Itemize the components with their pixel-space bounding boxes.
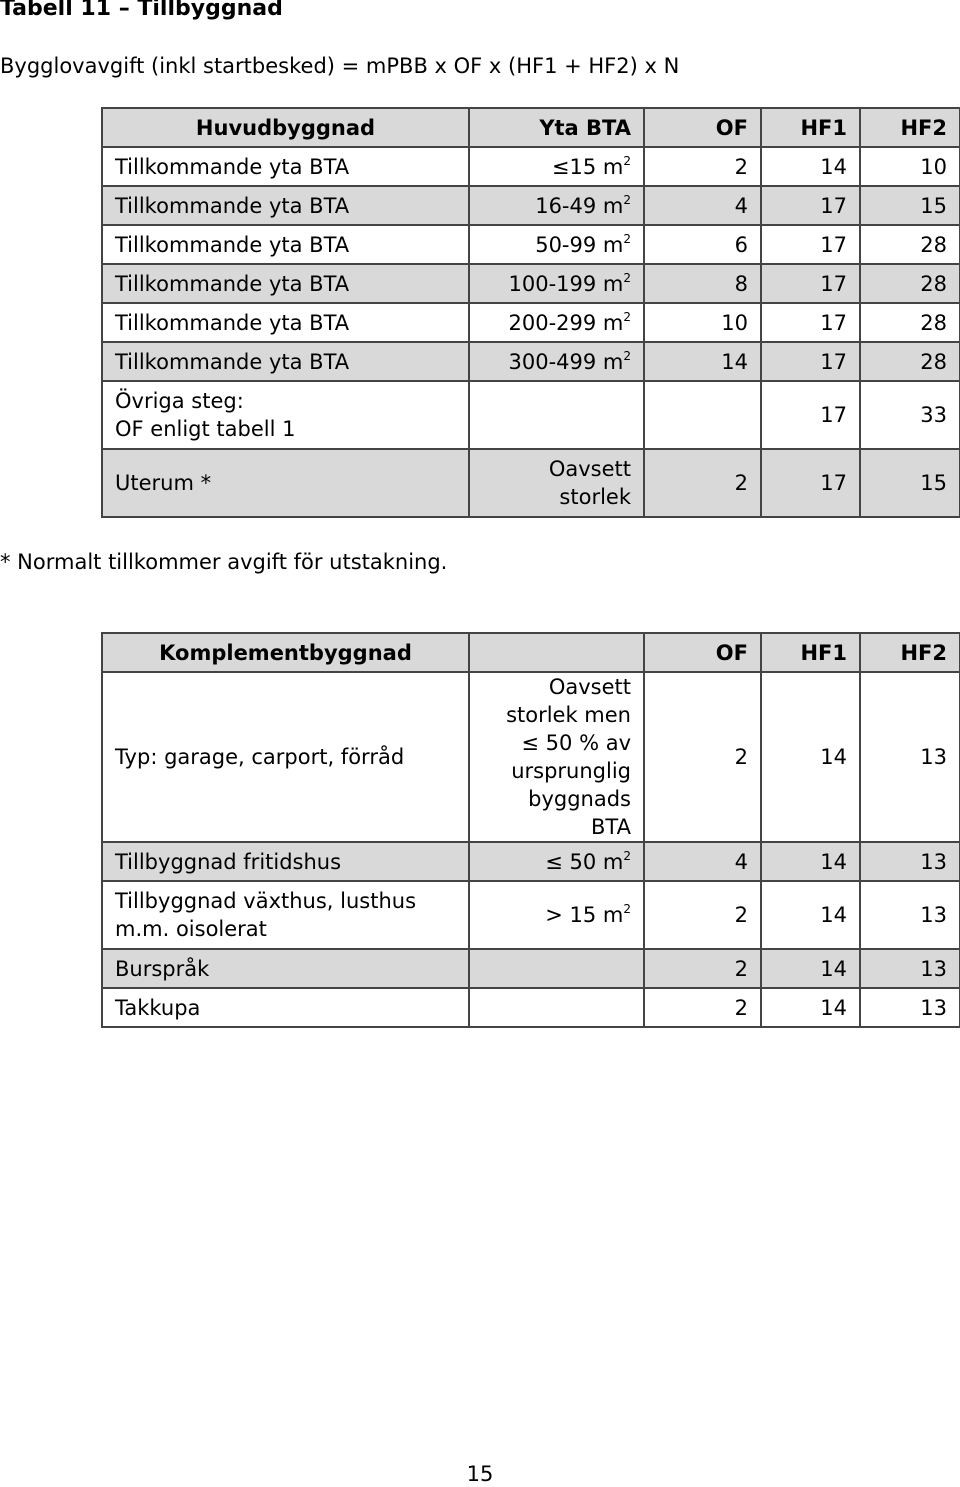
area-exponent: 2 <box>623 270 631 285</box>
area-exponent: 2 <box>623 153 631 168</box>
area-cell <box>469 186 644 225</box>
area-cell <box>469 449 644 517</box>
table-row <box>102 672 960 842</box>
hf1-cell: 17 <box>761 186 860 225</box>
page-title: Tabell 11 – Tillbyggnad <box>0 0 283 21</box>
area-cell <box>469 147 644 186</box>
area-value: ≤ 50 m <box>545 849 624 874</box>
hf2-cell: 28 <box>860 264 960 303</box>
hf1-cell: 17 <box>761 342 860 381</box>
hf1-cell: 14 <box>761 672 860 842</box>
area-value: > 15 m <box>545 903 624 927</box>
of-cell: 4 <box>644 186 761 225</box>
header-yta-bta: Yta BTA <box>469 108 644 147</box>
hf1-cell: 17 <box>761 449 860 517</box>
area-value: 300-499 m <box>508 349 624 374</box>
of-cell <box>644 381 761 449</box>
row-label: Tillkommande yta BTA <box>102 225 469 264</box>
hf1-cell: 14 <box>761 147 860 186</box>
of-cell: 2 <box>644 449 761 517</box>
of-cell: 2 <box>644 949 761 988</box>
area-cell <box>469 303 644 342</box>
of-cell: 10 <box>644 303 761 342</box>
table-row <box>102 264 960 303</box>
area-value: 100-199 m <box>508 271 624 296</box>
header-hf2: HF2 <box>860 633 960 672</box>
hf2-cell: 15 <box>860 449 960 517</box>
hf1-cell: 14 <box>761 881 860 949</box>
table-row <box>102 147 960 186</box>
hf1-cell: 17 <box>761 381 860 449</box>
area-cell <box>469 672 644 842</box>
area-line: ≤ 50 % av <box>521 731 631 755</box>
hf2-cell: 28 <box>860 225 960 264</box>
area-value: 200-299 m <box>508 310 624 335</box>
label-line: m.m. oisolerat <box>115 917 267 941</box>
table-row <box>102 303 960 342</box>
table-row <box>102 881 960 949</box>
table-row <box>102 342 960 381</box>
page-number: 15 <box>466 1462 494 1486</box>
area-exponent: 2 <box>623 309 631 324</box>
hf2-cell: 33 <box>860 381 960 449</box>
header-area <box>469 633 644 672</box>
row-label: Tillkommande yta BTA <box>102 264 469 303</box>
table-row <box>102 225 960 264</box>
row-label <box>102 381 469 449</box>
header-hf2: HF2 <box>860 108 960 147</box>
of-cell: 2 <box>644 988 761 1027</box>
area-line: Oavsett <box>548 675 631 699</box>
hf2-cell: 10 <box>860 147 960 186</box>
hf1-cell: 17 <box>761 264 860 303</box>
area-line: byggnads <box>528 787 631 811</box>
table-row <box>102 949 960 988</box>
header-hf1: HF1 <box>761 108 860 147</box>
area-cell <box>469 225 644 264</box>
hf2-cell: 13 <box>860 988 960 1027</box>
hf2-cell: 28 <box>860 303 960 342</box>
area-cell <box>469 842 644 881</box>
main-building-table <box>101 107 960 518</box>
table-header-row <box>102 108 960 147</box>
row-label: Tillkommande yta BTA <box>102 186 469 225</box>
area-cell <box>469 881 644 949</box>
area-value: 16-49 m <box>535 193 624 218</box>
area-value: 50-99 m <box>535 232 624 257</box>
area-line: ursprunglig <box>511 759 631 783</box>
hf1-cell: 14 <box>761 988 860 1027</box>
row-label: Uterum * <box>102 449 469 517</box>
of-cell: 6 <box>644 225 761 264</box>
row-label: Tillkommande yta BTA <box>102 147 469 186</box>
complement-building-table <box>101 632 960 1028</box>
header-of: OF <box>644 108 761 147</box>
hf2-cell: 13 <box>860 842 960 881</box>
hf2-cell: 15 <box>860 186 960 225</box>
row-label <box>102 881 469 949</box>
hf1-cell: 17 <box>761 303 860 342</box>
of-cell: 8 <box>644 264 761 303</box>
table-row-uterum <box>102 449 960 517</box>
area-cell <box>469 342 644 381</box>
table-row <box>102 988 960 1027</box>
area-exponent: 2 <box>623 902 631 916</box>
area-line: storlek <box>559 485 631 509</box>
header-komplementbyggnad: Komplementbyggnad <box>102 633 469 672</box>
area-exponent: 2 <box>623 348 631 363</box>
row-label: Burspråk <box>102 949 469 988</box>
area-exponent: 2 <box>623 231 631 246</box>
footnote: * Normalt tillkommer avgift för utstakning. <box>0 550 448 574</box>
row-label: Tillbyggnad fritidshus <box>102 842 469 881</box>
hf1-cell: 14 <box>761 842 860 881</box>
hf1-cell: 17 <box>761 225 860 264</box>
of-cell: 14 <box>644 342 761 381</box>
of-cell: 2 <box>644 672 761 842</box>
row-label: Takkupa <box>102 988 469 1027</box>
header-hf1: HF1 <box>761 633 860 672</box>
row-label: Tillkommande yta BTA <box>102 342 469 381</box>
hf2-cell: 13 <box>860 672 960 842</box>
area-cell <box>469 988 644 1027</box>
area-exponent: 2 <box>623 192 631 207</box>
of-cell: 2 <box>644 147 761 186</box>
area-cell <box>469 949 644 988</box>
of-cell: 2 <box>644 881 761 949</box>
header-huvudbyggnad: Huvudbyggnad <box>102 108 469 147</box>
table-row <box>102 842 960 881</box>
area-line: Oavsett <box>548 457 631 481</box>
hf1-cell: 14 <box>761 949 860 988</box>
hf2-cell: 13 <box>860 949 960 988</box>
hf2-cell: 28 <box>860 342 960 381</box>
label-line: Tillbyggnad växthus, lusthus <box>115 889 417 913</box>
header-of: OF <box>644 633 761 672</box>
label-line: OF enligt tabell 1 <box>115 417 296 441</box>
label-line: Övriga steg: <box>115 389 244 413</box>
area-cell <box>469 381 644 449</box>
area-line: storlek men <box>506 703 631 727</box>
area-exponent: 2 <box>623 848 631 863</box>
area-value: ≤15 m <box>551 154 624 179</box>
hf2-cell: 13 <box>860 881 960 949</box>
area-line: BTA <box>591 815 631 839</box>
row-label: Tillkommande yta BTA <box>102 303 469 342</box>
row-label: Typ: garage, carport, förråd <box>102 672 469 842</box>
fee-formula: Bygglovavgift (inkl startbesked) = mPBB x OF x (HF1 + HF2) x N <box>0 54 680 78</box>
table-row-other-steps <box>102 381 960 449</box>
table-row <box>102 186 960 225</box>
of-cell: 4 <box>644 842 761 881</box>
table-header-row <box>102 633 960 672</box>
area-cell <box>469 264 644 303</box>
